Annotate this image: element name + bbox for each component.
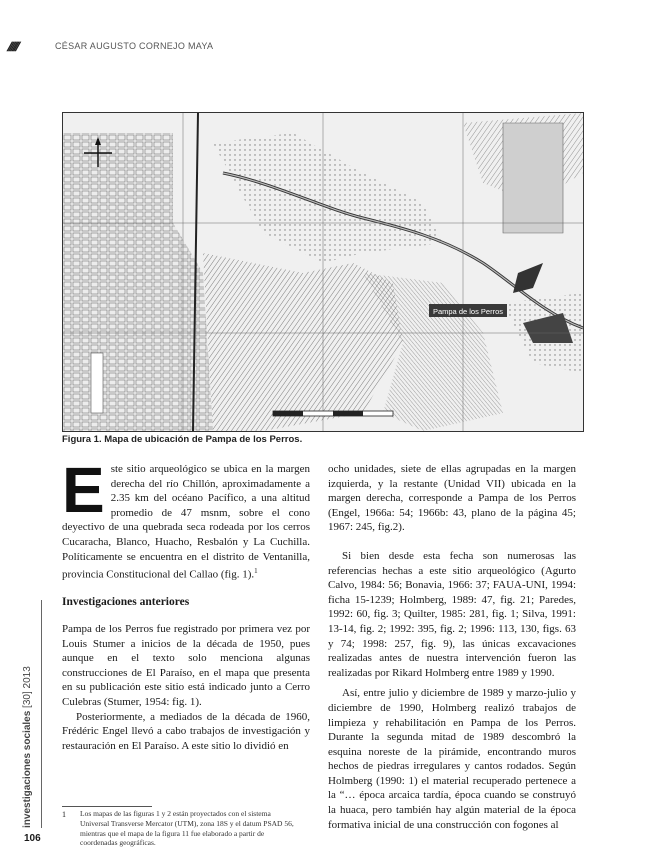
paragraph: Si bien desde esta fecha son numerosas las referencias hechas a este sitio arqueológico (Agurto Calvo, 1984: 56; Bonavia, 1966: 37; FAUA-UNI, 1994: ficha 15-1239; Holmberg, 1989: 47, fig. 21; Paredes, 1992: 60, fig. 3; Quilter, 1985: 281, fig. 1; Silva, 1991: 13-14, fig. 2; 1992: 395, fig. 2; 1996: 113, 130, figs. 63 y 74; 1998: 257, fig. 9), las únicas excavaciones realizadas antes de nuestra intervención fueron las realizadas por Rikard Holmberg entre 1989 y 1990. xyxy=(328,549,576,679)
site-label: Pampa de los Perros xyxy=(432,307,504,316)
paragraph: Así, entre julio y diciembre de 1989 y marzo-julio y diciembre de 1990, Holmberg realizó trabajos de limpieza y rehabilitación en Pampa de los Perros. Durante la segunda mitad de 1989 descombró la esquina noreste de la pirámide, encontrando muros hechos de piedras irregulares y cantos rodados. Según Holmberg (1990: 1) el material recuperado pertenece a la “… época arcaica tardía, época cuando se construyó la huaca, pero también hay algún material de la época formativa inicial de una construcción con fogones al xyxy=(328,687,576,831)
footnote-ref: 1 xyxy=(254,567,258,576)
journal-name: investigaciones sociales xyxy=(22,710,33,828)
paragraph: Posteriormente, a mediados de la década de 1960, Frédéric Engel llevó a cabo trabajos de investigación y restauración en El Paraíso. A este sitio lo dividió en xyxy=(62,710,310,752)
inset-map xyxy=(503,123,563,233)
paragraph: ocho unidades, siete de ellas agrupadas en la margen izquierda, y la restante (Unidad VII) ubicada en la margen derecha, corresponde a Pampa de los Perros (Engel, 1966a: 54; 1966b: 43, plano de la página 45; 1967: 245, fig.2). xyxy=(328,463,576,534)
text-column-right xyxy=(328,462,576,832)
footnote-text: Los mapas de las figuras 1 y 2 están proyectados con el sistema Universal Transverse Mercator (UTM), zona 18S y el datum PSAD 56, mientras que el mapa de la figura 11 fue elaborado a partir de coordenadas geográficas. xyxy=(80,809,294,848)
page-number: 106 xyxy=(24,833,41,844)
footnote-number: 1 xyxy=(62,810,66,819)
sidebar-rule xyxy=(41,600,42,828)
ocean-label-box xyxy=(91,353,103,413)
paragraph-text: ste sitio arqueológico se ubica en la margen derecha del río Chillón, aproximadamente a 2.35 km del océano Pacífico, a una altitud promedio de 47 msnm, sobre el cono deyectivo de una quebrada seca rodeada por los cerros Cucaracha, Blanco, Huacho, Resbalón y La Cuchilla. Políticamente se encuentra en el distrito de Ventanilla, provincia Constitucional del Callao (fig. 1). xyxy=(62,463,310,581)
footnote-rule xyxy=(62,806,152,807)
section-heading: Investigaciones anteriores xyxy=(62,596,190,609)
scale-bar-icon xyxy=(273,411,393,416)
figure-map xyxy=(62,112,584,432)
text-column-left xyxy=(62,454,310,753)
running-header-author: CÉSAR AUGUSTO CORNEJO MAYA xyxy=(55,41,214,51)
header-slashes: ////// xyxy=(5,39,21,54)
drop-cap: E xyxy=(62,454,105,526)
journal-sidebar xyxy=(22,666,33,828)
paragraph: Pampa de los Perros fue registrado por primera vez por Louis Stumer a inicios de la década de 1950, pues aunque en el texto solo menciona algunas construcciones de El Paraíso, en el mapa que presenta en su publicación este sitio está indicado junto a Cerro Culebras (Stumer, 1954: fig. 1). xyxy=(62,623,310,708)
map-svg xyxy=(63,113,583,431)
journal-issue: [30] 2013 xyxy=(22,666,33,708)
figure-caption: Figura 1. Mapa de ubicación de Pampa de los Perros. xyxy=(62,434,303,445)
